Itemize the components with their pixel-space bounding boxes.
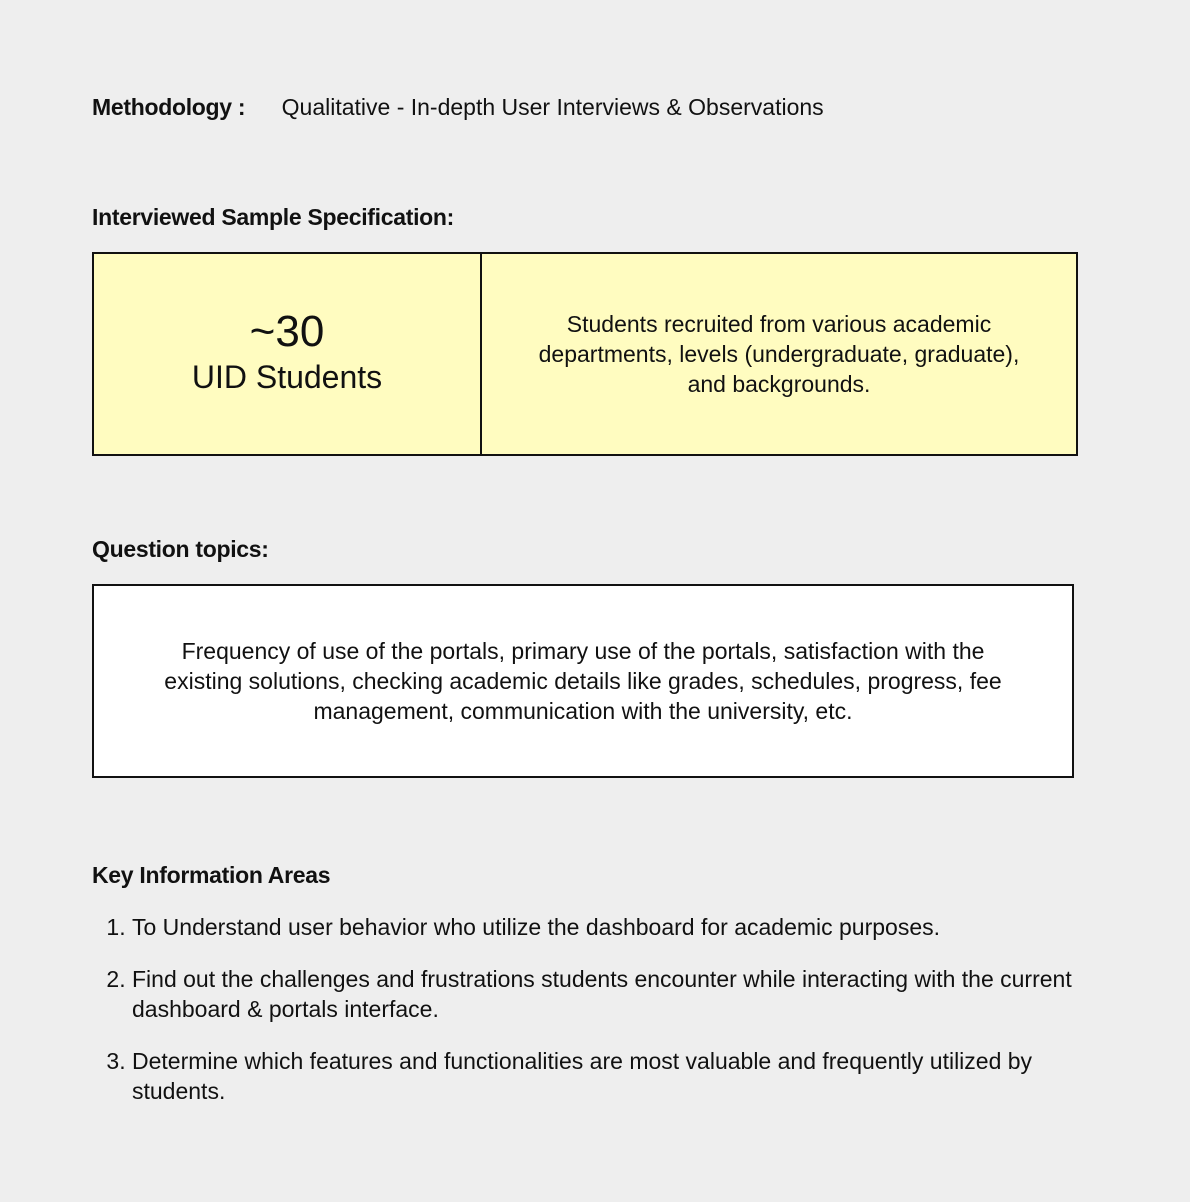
methodology-value: Qualitative - In-depth User Interviews & Observations <box>281 94 824 120</box>
topics-box <box>92 584 1074 778</box>
sample-unit: UID Students <box>191 359 383 395</box>
methodology-label: Methodology : <box>92 94 246 120</box>
sample-description: Students recruited from various academic departments, levels (undergraduate, graduate), and backgrounds. <box>538 311 1020 397</box>
list-item: 3. Determine which features and functionalities are most valuable and frequently utilized by students. <box>132 1046 1072 1106</box>
methodology-line <box>92 94 824 121</box>
list-item: 1. To Understand user behavior who utilize the dashboard for academic purposes. <box>132 912 1072 942</box>
sample-section-title: Interviewed Sample Specification: <box>92 204 455 230</box>
topics-text: Frequency of use of the portals, primary use of the portals, satisfaction with the existing solutions, checking academic details like grades, schedules, progress, fee management, communication with the university, etc. <box>164 638 1002 724</box>
key-areas-list <box>92 912 1072 1128</box>
sample-spec-table <box>92 252 1078 456</box>
sample-count: ~30 <box>249 307 325 356</box>
topics-section-title: Question topics: <box>92 536 269 562</box>
list-item: 2. Find out the challenges and frustrations students encounter while interacting with the current dashboard & portals interface. <box>132 964 1072 1024</box>
sample-size-cell <box>94 254 482 454</box>
key-areas-title: Key Information Areas <box>92 862 331 888</box>
